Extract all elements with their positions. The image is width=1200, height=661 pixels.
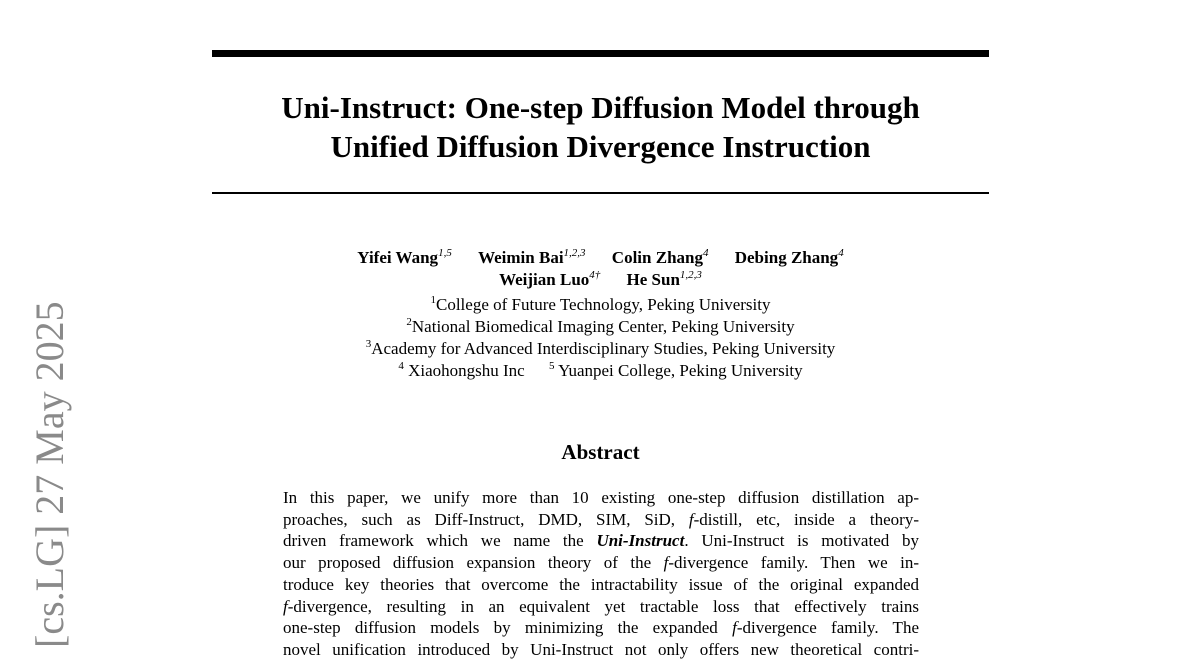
paper-title [212,88,989,166]
affiliation: $^5$ Yuanpei College, Peking University [548,360,803,380]
affiliation: $^4$ Xiaohongshu Inc [398,360,525,380]
affiliation: $^2$National Biomedical Imaging Center, Peking University [406,316,795,336]
author-line-1 [212,247,989,269]
abstract-line: f-divergence, resulting in an equivalent yet tractable loss that effectively trains [283,596,919,616]
abstract-line: one-step diffusion models by minimizing the expanded f-divergence family. The [283,618,919,638]
affiliation: $^1$College of Future Technology, Peking University [430,294,771,314]
author: Weimin Bai$^{1,2,3}$ [478,247,586,267]
abstract-line: our proposed diffusion expansion theory of the f-divergence family. Then we in- [283,553,919,573]
abstract-line: proaches, such as Diff-Instruct, DMD, SIM, SiD, f-distill, etc, inside a theory- [283,509,919,529]
title-rule [212,192,989,194]
author: Yifei Wang$^{1,5}$ [357,247,452,267]
abstract-line: novel unification introduced by Uni-Instruct not only offers new theoretical contri- [283,639,919,659]
title-line-2: Unified Diffusion Divergence Instruction [330,129,871,164]
author: He Sun$^{1,2,3}$ [626,269,702,289]
affiliation-list [212,294,989,382]
top-rule [212,50,989,57]
arxiv-stamp: [cs.LG] 27 May 2025 [27,301,72,648]
author: Debing Zhang$^4$ [734,247,844,267]
abstract-line: In this paper, we unify more than 10 existing one-step diffusion distillation ap- [283,488,919,507]
affiliation-pair [212,360,989,382]
abstract-line: troduce key theories that overcome the intractability issue of the original expanded [283,574,919,594]
author-list [212,247,989,291]
abstract-line: driven framework which we name the Uni-Instruct. Uni-Instruct is motivated by [283,531,919,551]
abstract-text [283,487,919,661]
abstract-heading: Abstract [561,440,640,464]
author-line-2 [212,269,989,291]
author: Colin Zhang$^4$ [611,247,709,267]
affiliation: $^3$Academy for Advanced Interdisciplinary Studies, Peking University [365,338,836,358]
author: Weijian Luo$^{4\dagger}$ [499,269,601,289]
title-line-1: Uni-Instruct: One-step Diffusion Model through [281,90,920,125]
